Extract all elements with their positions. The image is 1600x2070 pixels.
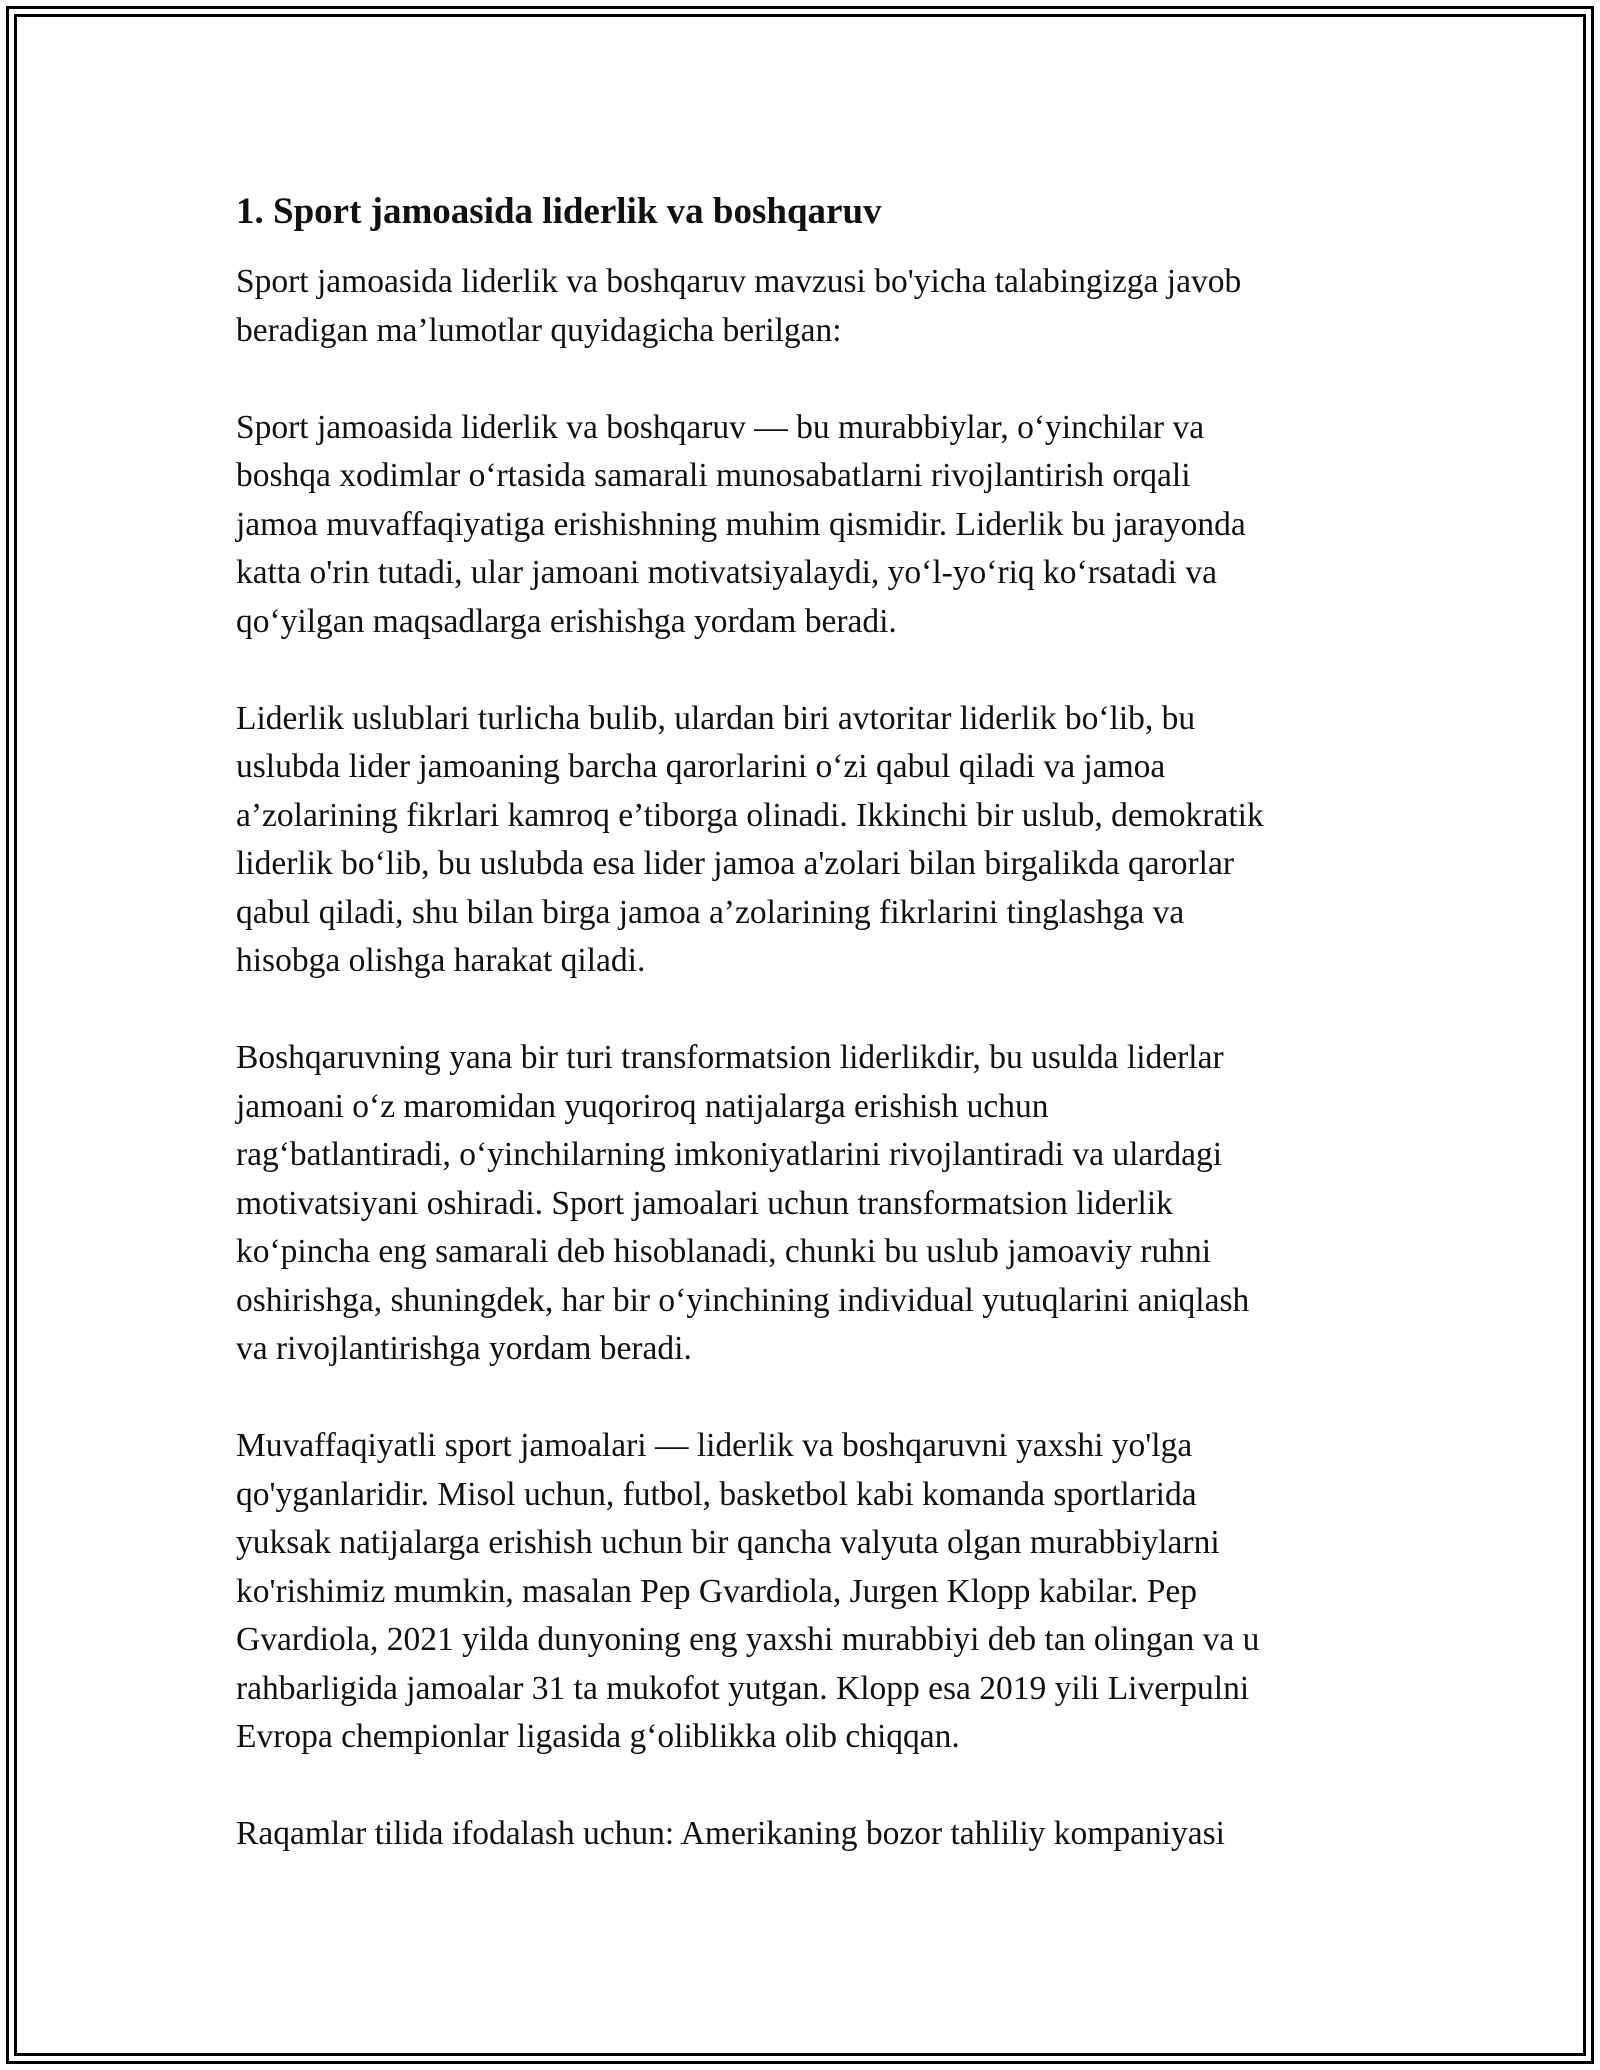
paragraph-transformational: Boshqaruvning yana bir turi transformatsion liderlikdir, bu usulda liderlar jamoani o‘z maromidan yuqoriroq natijalarga erishish uchun rag‘batlantiradi, o‘yinchilarning imkoniyatlarini rivojlantiradi va ulardagi motivatsiyani oshiradi. Sport jamoalari uchun transformatsion liderlik ko‘pincha eng samarali deb hisoblanadi, chunki bu uslub jamoaviy ruhni oshirishga, shuningdek, har bir o‘yinchining individual yutuqlarini aniqlash va rivojlantirishga yordam beradi. <box>236 1039 1250 1367</box>
paragraph-statistics: Raqamlar tilida ifodalash uchun: Amerikaning bozor tahliliy kompaniyasi <box>236 1815 1225 1852</box>
paragraph-intro: Sport jamoasida liderlik va boshqaruv mavzusi bo'yicha talabingizga javob beradigan ma’lumotlar quyidagicha berilgan: <box>236 263 1242 349</box>
document-body <box>236 180 1366 1907</box>
paragraph-leadership-styles: Liderlik uslublari turlicha bulib, ulardan biri avtoritar liderlik bo‘lib, bu uslubda lider jamoaning barcha qarorlarini o‘zi qabul qiladi va jamoa a’zolarining fikrlari kamroq e’tiborga olinadi. Ikkinchi bir uslub, demokratik liderlik bo‘lib, bu uslubda esa lider jamoa a'zolari bilan birgalikda qarorlar qabul qiladi, shu bilan birga jamoa a’zolarining fikrlarini tinglashga va hisobga olishga harakat qiladi. <box>236 699 1264 979</box>
paragraph-examples: Muvaffaqiyatli sport jamoalari — liderlik va boshqaruvni yaxshi yo'lga qo'yganlaridir. Misol uchun, futbol, basketbol kabi komanda sportlarida yuksak natijalarga erishish uchun bir qancha valyuta olgan murabbiylarni ko'rishimiz mumkin, masalan Pep Gvardiola, Jurgen Klopp kabilar. Pep Gvardiola, 2021 yilda dunyoning eng yaxshi murabbiyi deb tan olingan va u rahbarligida jamoalar 31 ta mukofot yutgan. Klopp esa 2019 yili Liverpulni Evropa chempionlar ligasida g‘oliblikka olib chiqqan. <box>236 1427 1260 1755</box>
paragraph-definition: Sport jamoasida liderlik va boshqaruv — bu murabbiylar, o‘yinchilar va boshqa xodimlar o‘rtasida samarali munosabatlarni rivojlantirish orqali jamoa muvaffaqiyatiga erishishning muhim qismidir. Liderlik bu jarayonda katta o'rin tutadi, ular jamoani motivatsiyalaydi, yo‘l-yo‘riq ko‘rsatadi va qo‘yilgan maqsadlarga erishishga yordam beradi. <box>236 408 1246 640</box>
section-heading: 1. Sport jamoasida liderlik va boshqaruv <box>236 191 882 232</box>
